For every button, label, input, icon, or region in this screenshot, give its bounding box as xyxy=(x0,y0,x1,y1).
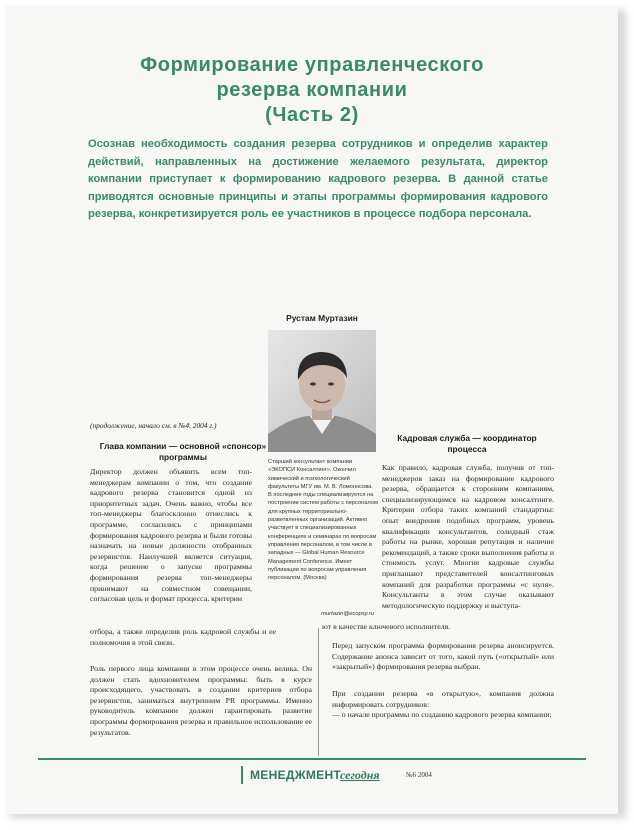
magazine-logo-sub: сегодня xyxy=(340,768,380,782)
portrait-photo-icon xyxy=(268,330,376,452)
left-column-paragraph-2: Роль первого лица компании в этом процессе очень велика. Он должен стать вдохновителем программы: быть в курсе происходящего, участвовать в создании критериев отбора резервистов, заниматься внутренним PR программы. Именно руководитель компании должен гарантировать развитие программы формирования резерва и правильное использование ее результатов. xyxy=(90,664,312,737)
article-lead: Осознав необходимость создания резерва сотрудников и определив характер действий, направленных на достижение желаемого результата, директор компании приступает к формированию кадрового резерва. В данной статье приводятся основные принципы и этапы программы формирования кадрового резерва, конкретизируется роль ее участников в процессе подбора персонала. xyxy=(88,138,548,220)
right-column-paragraph-2: Перед запуском программа формирования резерва анонсируется. Содержание анонса зависит от того, какой путь («открытый» или «закрытый») формирования резерва выбран. xyxy=(332,641,554,672)
right-column-paragraph-1-end: ют в качестве ключевого исполнителя. xyxy=(322,622,451,631)
right-column-paragraph-3 xyxy=(332,689,554,721)
column-divider xyxy=(318,628,319,756)
continuation-note: (продолжение, начало см. в №4, 2004 г.) xyxy=(90,421,217,430)
footer-logo-bar xyxy=(241,766,243,784)
left-column-paragraph-1: Директор должен объявить всем топ-менеджерам компании о том, что создание кадрового резерва становится одной из приоритетных задач. Очень важно, чтобы все топ-менеджеры благосклонно отнеслись к программе, согласились с принципами формирования кадрового резерва и были готовы назначать на новые должности отобранных резервистов. Наилучшей является ситуация, когда решение о запуске программы формирования резерва топ-менеджеры принимают на совместном совещании, согласовав цель и формат процесса, критерии xyxy=(90,467,252,604)
article-title-line-3: (Часть 2) xyxy=(265,104,359,126)
issue-number: №6 2004 xyxy=(406,771,432,779)
right-column-paragraph-1: Как правило, кадровая служба, получив от топ-менеджеров заказ на формирование кадрового резерва, обращается к сторонним компаниям, специализирующимся на кадровом консалтинге. Критерии отбора таких компаний стандартны: опыт внедрения подобных программ, уровень квалификации консультантов, солидный стаж работы на рынке, хорошая репутация и наличие рекомендаций, а также сроки выполнения работы и стоимость услуг. Многие кадровые службы приглашают представителей консалтинговых компаний для разработки программы «с нуля». Консультанты в этом случае оказывают методологическую поддержку и выступа- xyxy=(382,463,554,610)
right-column-paragraph-3-intro: При создании резерва «в открытую», компания должна информировать сотрудников: xyxy=(332,689,554,709)
article-title-line-1: Формирование управленческого xyxy=(140,54,484,76)
author-name: Рустам Муртазин xyxy=(286,313,358,323)
left-column-heading: Глава компании — основной «спонсор» программы xyxy=(99,441,267,462)
article-title-line-2: резерва компании xyxy=(216,79,408,101)
right-column-list-item-1: — о начале программы по созданию кадрового резерва компании; xyxy=(332,710,552,720)
right-column-heading: Кадровая служба — координатор процесса xyxy=(397,433,537,454)
footer-rule xyxy=(38,758,586,760)
left-column-paragraph-1-end: отбора, а также определив роль кадровой службы и ее полномочия в этой связи. xyxy=(90,627,276,647)
author-email[interactable]: murtazin@ecopsy.ru xyxy=(321,611,374,617)
portrait-illustration xyxy=(268,330,376,452)
magazine-page xyxy=(6,6,618,814)
author-bio: Старший консультант компании «ЭКОПСИ Консалтинг». Окончил химический и психологический факультеты МГУ им. М. В. Ломоносова. В последние годы специализируется на построении систем работы с персоналом для крупных территориально- разветвленных организаций. Активно участвует в специализированных конференциях и семинарах по вопросам управления персоналом, в том числе в западных — Global Human Resource Management Conference. Имеет публикации по вопросам управления персоналом. (Москва) xyxy=(268,459,378,582)
magazine-logo: МЕНЕДЖМЕНТ xyxy=(250,768,342,782)
